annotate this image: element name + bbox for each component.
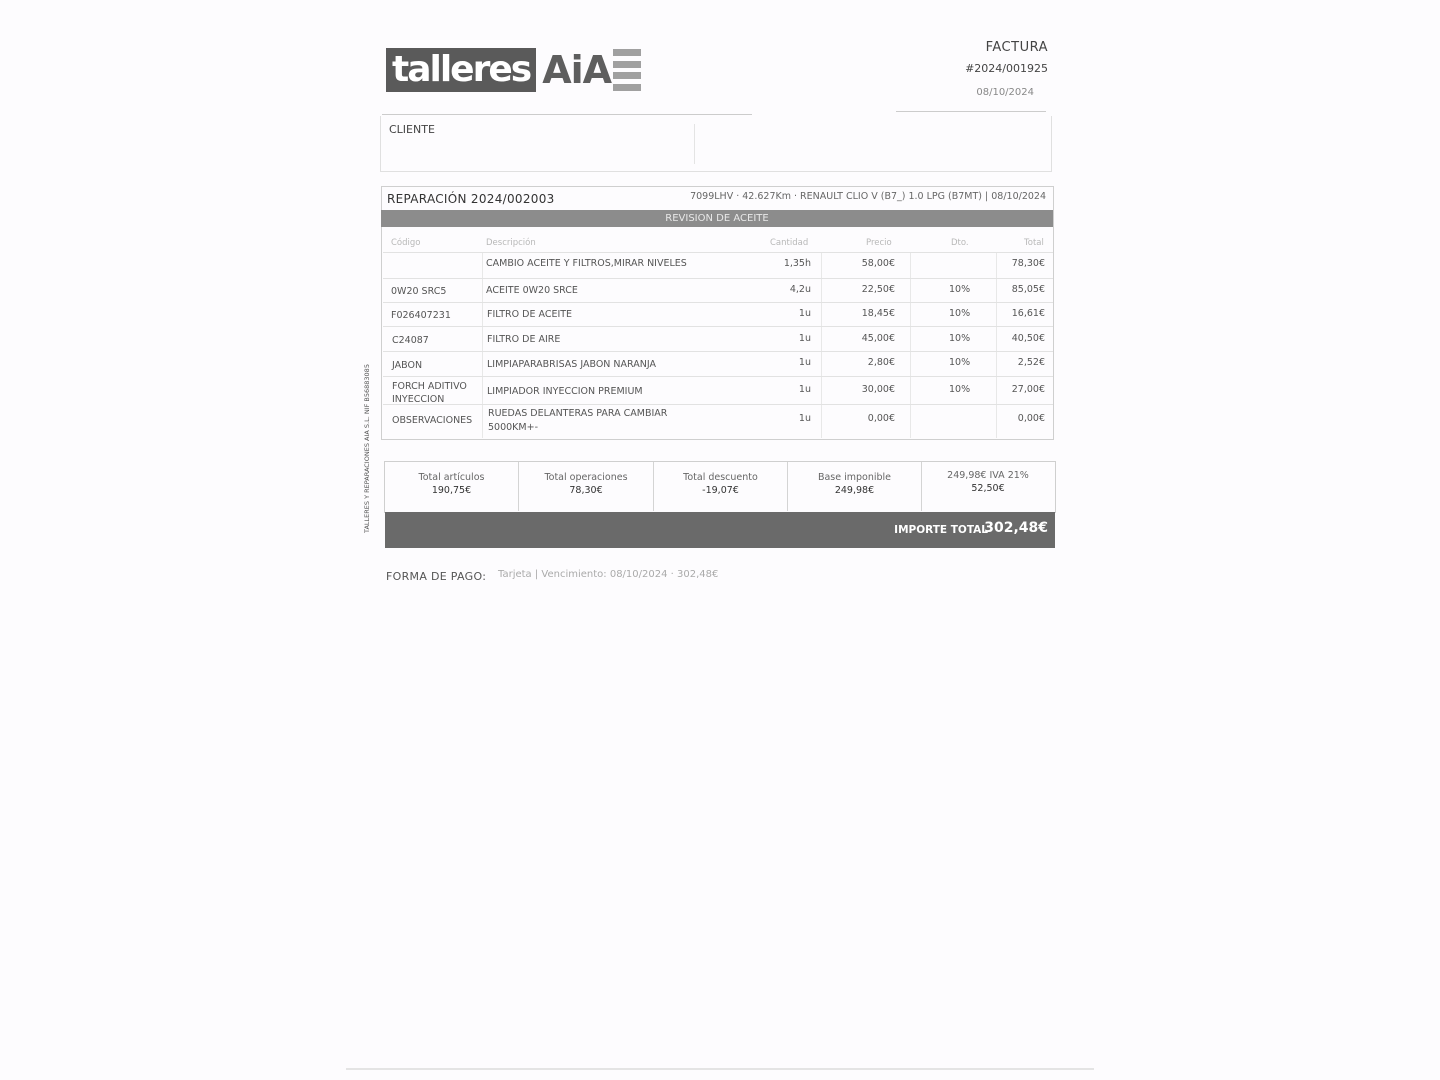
divider [383, 351, 1053, 352]
divider [694, 124, 695, 164]
total-discount [654, 462, 787, 511]
total-value: 249,98€ [834, 485, 875, 496]
column-header-discount: Dto. [951, 238, 969, 248]
total-label: 249,98€ IVA 21% [947, 470, 1029, 481]
grand-total-value: 302,48€ [984, 520, 1048, 536]
payment-label: FORMA DE PAGO: [386, 570, 487, 583]
total-label: Total descuento [683, 472, 758, 483]
invoice-number: #2024/001925 [965, 62, 1048, 75]
divider [383, 302, 1053, 303]
table-row [383, 407, 1053, 435]
divider [383, 252, 1053, 253]
row-quantity: 1u [798, 357, 811, 368]
row-total: 27,00€ [1011, 384, 1045, 395]
row-discount: 10% [949, 357, 971, 368]
row-code: OBSERVACIONES [392, 415, 473, 426]
total-operations [519, 462, 653, 511]
row-description: FILTRO DE ACEITE [487, 309, 573, 320]
row-quantity: 1u [798, 308, 811, 319]
table-row [383, 333, 1053, 349]
logo-brand: AiA [542, 48, 612, 92]
invoice-date: 08/10/2024 [976, 87, 1034, 98]
row-price: 58,00€ [861, 258, 895, 269]
row-total: 40,50€ [1011, 333, 1045, 344]
row-code: C24087 [392, 335, 429, 346]
row-description: RUEDAS DELANTERAS PARA CAMBIAR 5000KM+- [488, 408, 668, 433]
grand-total-label: IMPORTE TOTAL [894, 524, 988, 536]
company-logo [386, 48, 641, 92]
divider [382, 114, 752, 115]
vehicle-info: 7099LHV · 42.627Km · RENAULT CLIO V (B7_) 1.0 LPG (B7MT) | 08/10/2024 [690, 191, 1046, 202]
total-value: 52,50€ [971, 483, 1005, 494]
section-header: REVISION DE ACEITE [381, 210, 1053, 227]
column-header-total: Total [1024, 238, 1044, 248]
row-quantity: 4,2u [789, 284, 811, 295]
total-label: Base imponible [817, 472, 892, 483]
row-quantity: 1,35h [783, 258, 811, 269]
total-articles [385, 462, 518, 511]
row-code: 0W20 SRC5 [391, 286, 447, 297]
column-header-quantity: Cantidad [770, 238, 809, 248]
row-price: 18,45€ [861, 308, 895, 319]
column-header-description: Descripción [486, 238, 536, 248]
row-description: ACEITE 0W20 SRCE [486, 285, 578, 296]
divider [383, 326, 1053, 327]
table-row [383, 380, 1053, 404]
company-legal-text: TALLERES Y REPARACIONES AIA S.L. NIF B56883085 [363, 364, 371, 533]
total-label: Total artículos [418, 472, 485, 483]
client-box [380, 116, 1052, 172]
payment-detail: Tarjeta | Vencimiento: 08/10/2024 · 302,48€ [498, 569, 719, 580]
row-total: 85,05€ [1011, 284, 1045, 295]
row-total: 78,30€ [1011, 258, 1045, 269]
column-header-price: Precio [866, 238, 892, 248]
row-total: 0,00€ [1017, 413, 1045, 424]
table-row [383, 284, 1053, 300]
total-label: Total operaciones [544, 472, 628, 483]
column-header-code: Código [391, 238, 421, 248]
row-discount: 10% [949, 333, 971, 344]
row-description: LIMPIAPARABRISAS JABON NARANJA [487, 359, 656, 370]
total-value: -19,07€ [702, 485, 739, 496]
repair-title: REPARACIÓN 2024/002003 [387, 192, 555, 206]
row-code: JABON [392, 360, 423, 371]
divider [896, 111, 1046, 112]
row-description: LIMPIADOR INYECCION PREMIUM [487, 386, 643, 397]
row-quantity: 1u [798, 413, 811, 424]
row-discount: 10% [949, 284, 971, 295]
row-total: 16,61€ [1011, 308, 1045, 319]
row-price: 22,50€ [861, 284, 895, 295]
row-price: 2,80€ [867, 357, 895, 368]
client-label: CLIENTE [389, 123, 435, 136]
divider [346, 1068, 1094, 1070]
total-value: 190,75€ [431, 485, 472, 496]
logo-bars-icon [613, 49, 641, 91]
table-row [383, 258, 1053, 274]
table-row [383, 308, 1053, 324]
doc-type: FACTURA [985, 40, 1048, 55]
row-description: FILTRO DE AIRE [487, 334, 561, 345]
row-price: 30,00€ [861, 384, 895, 395]
row-price: 0,00€ [867, 413, 895, 424]
row-quantity: 1u [798, 333, 811, 344]
divider [383, 278, 1053, 279]
vat-amount [922, 462, 1054, 511]
row-quantity: 1u [798, 384, 811, 395]
row-discount: 10% [949, 308, 971, 319]
table-row [383, 357, 1053, 373]
row-discount: 10% [949, 384, 971, 395]
divider [383, 376, 1053, 377]
row-code: FORCH ADITIVO INYECCION [392, 381, 467, 405]
total-value: 78,30€ [569, 485, 603, 496]
row-total: 2,52€ [1017, 357, 1045, 368]
row-price: 45,00€ [861, 333, 895, 344]
row-description: CAMBIO ACEITE Y FILTROS,MIRAR NIVELES [486, 258, 687, 269]
divider [383, 404, 1053, 405]
taxable-base [788, 462, 921, 511]
logo-text: talleres [386, 48, 536, 92]
row-code: F026407231 [391, 310, 451, 321]
